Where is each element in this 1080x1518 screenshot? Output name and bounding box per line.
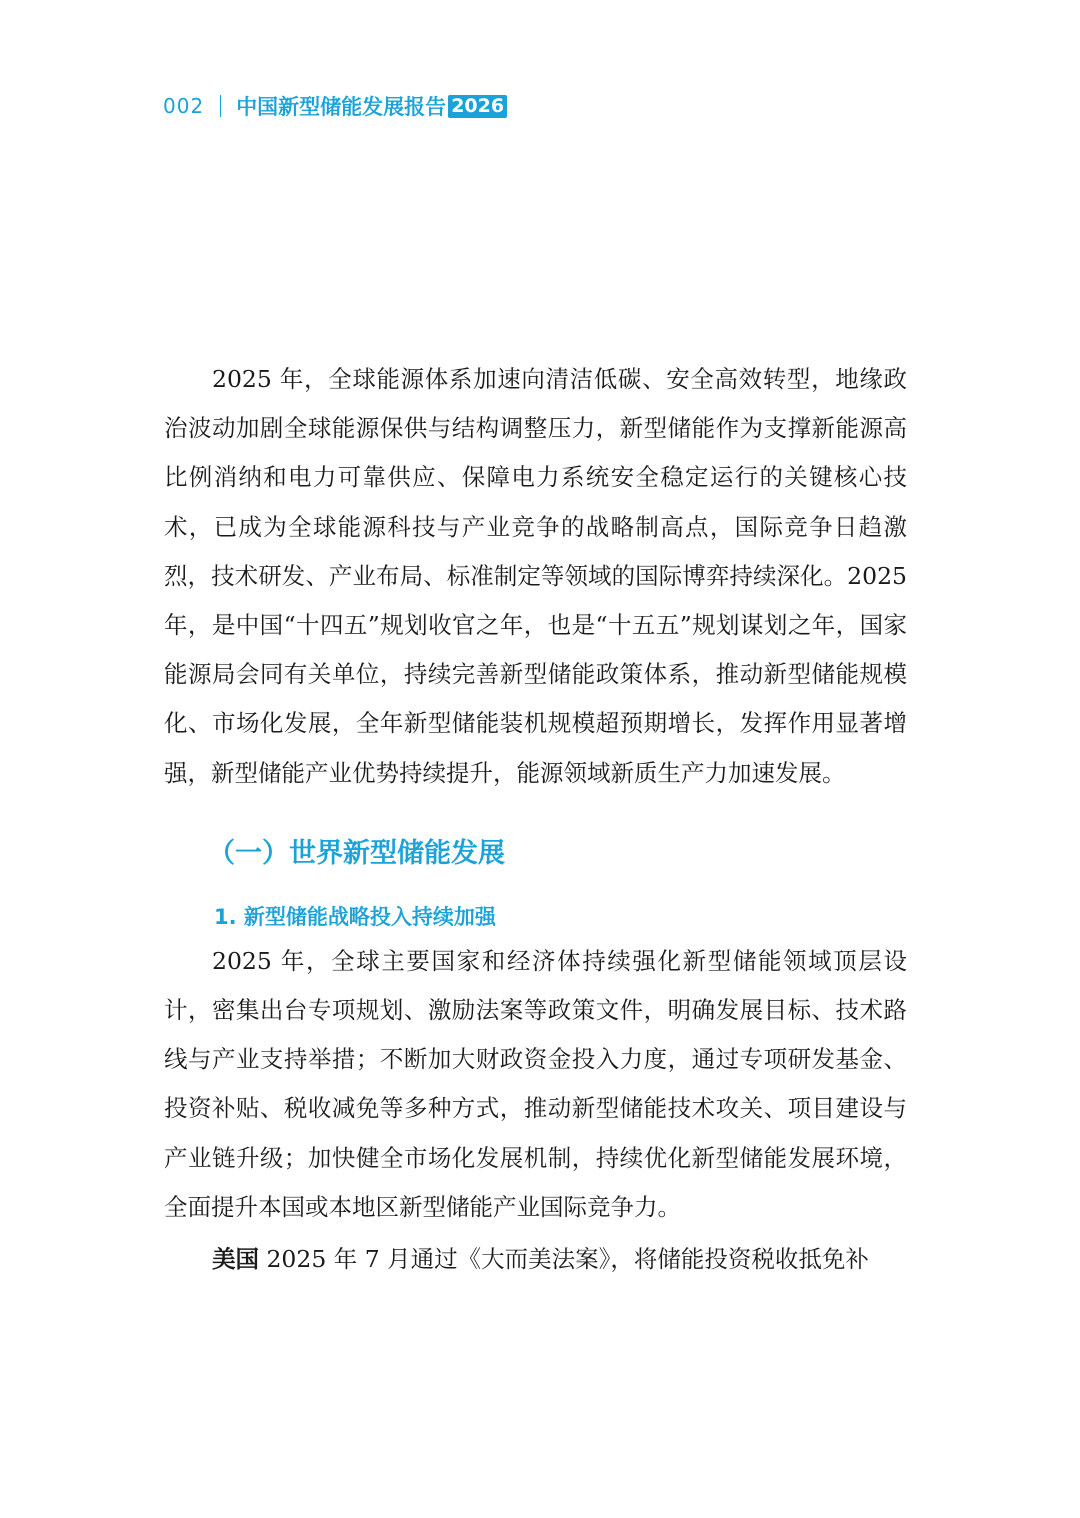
us-paragraph-text: 2025 年 7 月通过《大而美法案》，将储能投资税收抵免补 (259, 1245, 869, 1274)
subsection-heading: 1. 新型储能战略投入持续加强 (214, 904, 496, 929)
section-heading: （一）世界新型储能发展 (208, 837, 505, 869)
report-title: 中国新型储能发展报告 (236, 95, 447, 119)
report-year-badge: 2026 (448, 95, 507, 118)
us-lead-term: 美国 (212, 1245, 259, 1274)
running-header (163, 91, 507, 121)
intro-paragraph: 2025 年，全球能源体系加速向清洁低碳、安全高效转型，地缘政治波动加剧全球能源保供与结构调整压力，新型储能作为支撑新能源高比例消纳和电力可靠供应、保障电力系统安全稳定运行的关键核心技术，已成为全球能源科技与产业竞争的战略制高点，国际竞争日趋激烈，技术研发、产业布局、标准制定等领域的国际博弈持续深化。2025 年，是中国“十四五”规划收官之年，也是“十五五”规划谋划之年，国家能源局会同有关单位，持续完善新型储能政策体系，推动新型储能规模化、市场化发展，全年新型储能装机规模超预期增长，发挥作用显著增强，新型储能产业优势持续提升，能源领域新质生产力加速发展。 (164, 365, 907, 787)
us-paragraph (164, 1235, 907, 1284)
subsection-paragraph: 2025 年，全球主要国家和经济体持续强化新型储能领域顶层设计，密集出台专项规划、激励法案等政策文件，明确发展目标、技术路线与产业支持举措；不断加大财政资金投入力度，通过专项研发基金、投资补贴、税收减免等多种方式，推动新型储能技术攻关、项目建设与产业链升级；加快健全市场化发展机制，持续优化新型储能发展环境，全面提升本国或本地区新型储能产业国际竞争力。 (164, 946, 907, 1221)
page-body (164, 355, 907, 1284)
header-divider (220, 95, 221, 117)
page-number: 002 (163, 94, 205, 118)
